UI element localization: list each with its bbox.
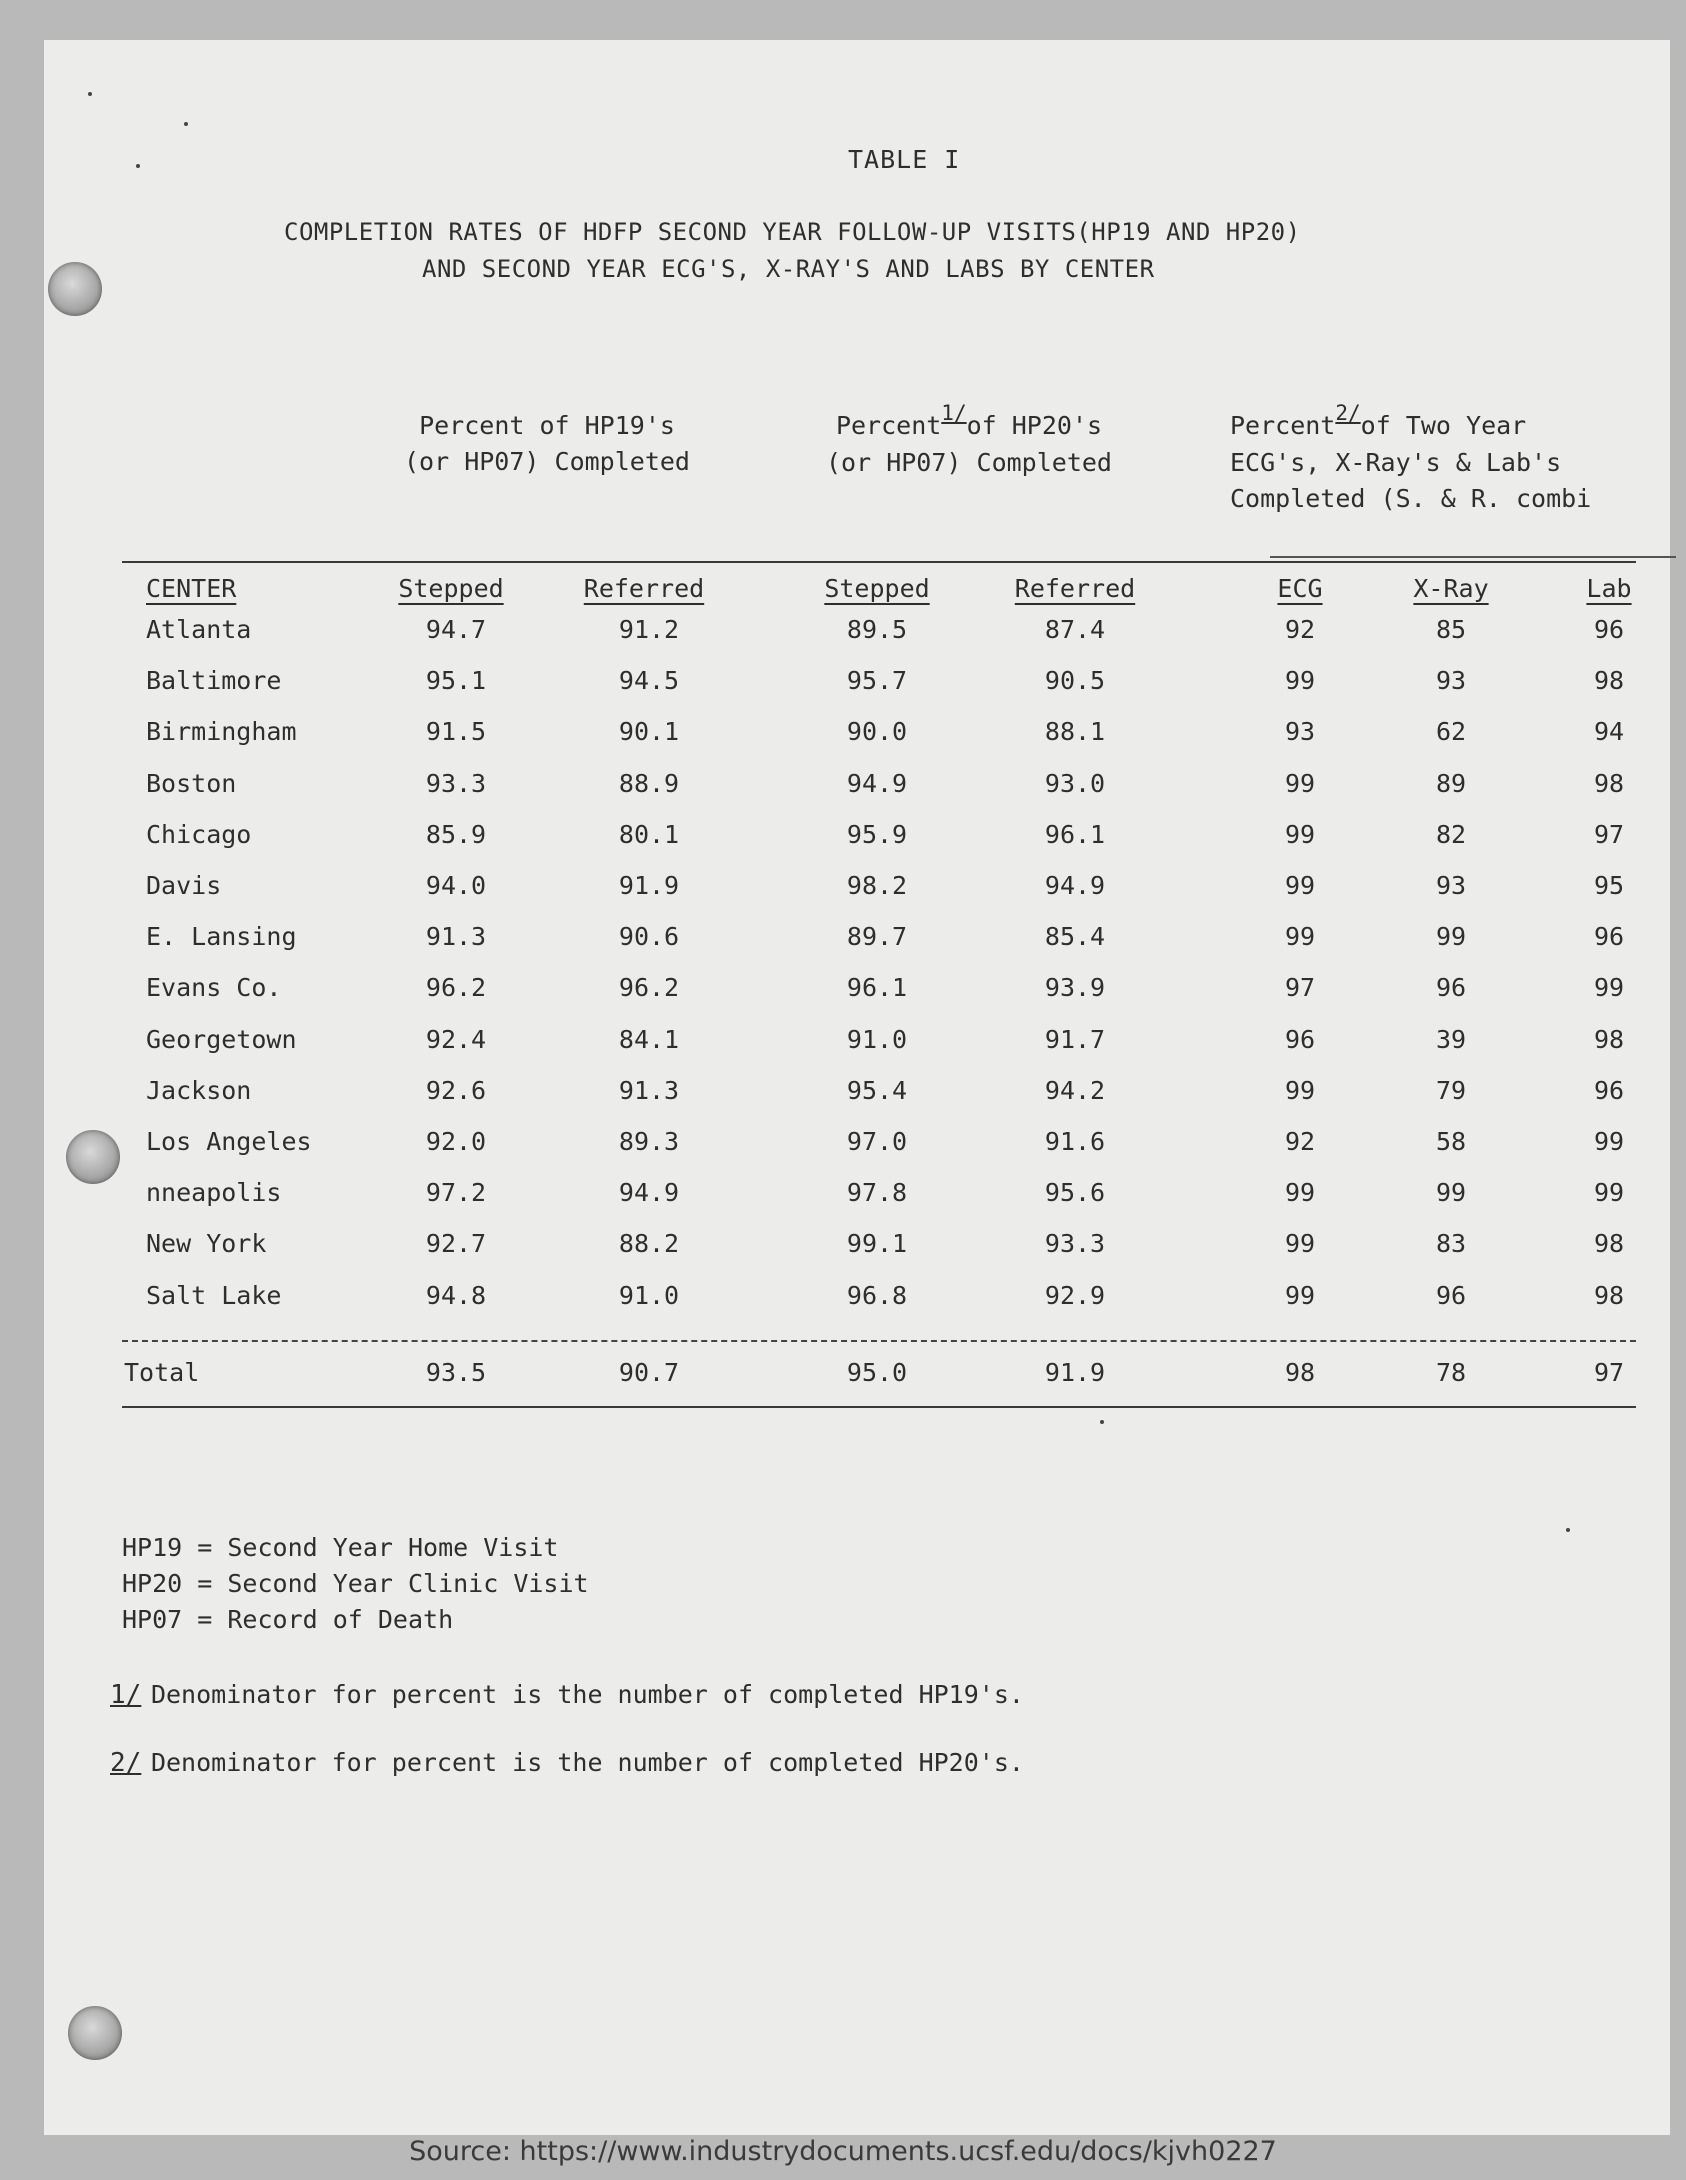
group-header-two-year-line3: Completed (S. & R. combi <box>1230 484 1592 513</box>
total-hp20-referred: 91.9 <box>1044 1358 1106 1387</box>
footnote-1 <box>110 1680 1024 1710</box>
cell-hp20-stepped: 98.2 <box>846 871 908 900</box>
cell-hp19-referred: 91.9 <box>618 871 680 900</box>
cell-hp20-stepped: 95.7 <box>846 666 908 696</box>
cell-lab: 98 <box>1593 1024 1625 1054</box>
footnote-ref-1: 1/ <box>941 401 967 425</box>
cell-ecg: 99 <box>1284 871 1316 900</box>
cell-hp20-stepped: 99.1 <box>846 1229 908 1259</box>
cell-center: Georgetown <box>146 1024 297 1054</box>
cell-hp20-stepped: 96.8 <box>846 1280 908 1310</box>
title-line-2: AND SECOND YEAR ECG'S, X-RAY'S AND LABS BY CENTER <box>422 255 1155 283</box>
cell-hp19-stepped: 95.1 <box>425 666 487 696</box>
cell-hp20-stepped: 94.9 <box>846 768 908 798</box>
cell-ecg: 99 <box>1284 666 1316 696</box>
cell-hp20-stepped: 91.0 <box>846 1024 908 1054</box>
cell-center: Atlanta <box>146 615 252 644</box>
cell-xray: 99 <box>1435 1178 1467 1208</box>
cell-ecg: 96 <box>1284 1024 1316 1054</box>
group-header-hp19 <box>362 408 732 480</box>
cell-hp19-stepped: 94.0 <box>425 871 487 900</box>
cell-lab: 94 <box>1593 717 1625 747</box>
cell-ecg: 92 <box>1284 615 1316 644</box>
group-header-hp20-line1 <box>784 401 1154 445</box>
cell-hp19-referred: 96.2 <box>618 973 680 1003</box>
cell-hp19-referred: 89.3 <box>618 1127 680 1156</box>
two-year-header-text-b: of Two Year <box>1360 411 1527 440</box>
cell-xray: 99 <box>1435 922 1467 952</box>
cell-hp20-stepped: 97.0 <box>846 1127 908 1156</box>
group-header-hp20-line2: (or HP07) Completed <box>826 448 1112 477</box>
cell-hp19-stepped: 92.0 <box>425 1127 487 1156</box>
table-bottom-rule <box>122 1406 1636 1408</box>
cell-xray: 96 <box>1435 1280 1467 1310</box>
document-page <box>44 40 1670 2135</box>
legend <box>122 1530 589 1638</box>
footnote-1-text: Denominator for percent is the number of completed HP19's. <box>150 1680 1024 1709</box>
paper-speck <box>136 164 140 168</box>
cell-hp19-referred: 84.1 <box>618 1024 680 1054</box>
column-header-hp20-stepped: Stepped <box>824 574 930 603</box>
cell-xray: 93 <box>1435 666 1467 696</box>
cell-hp20-stepped: 90.0 <box>846 717 908 747</box>
cell-hp20-stepped: 95.9 <box>846 819 908 849</box>
legend-item: HP07 = Record of Death <box>122 1605 454 1634</box>
cell-hp19-stepped: 96.2 <box>425 973 487 1003</box>
punch-hole-middle <box>66 1130 120 1184</box>
table-label: TABLE I <box>848 145 961 174</box>
cell-center: Birmingham <box>146 717 297 747</box>
cell-center: Boston <box>146 768 237 798</box>
cell-hp19-stepped: 92.6 <box>425 1075 487 1105</box>
cell-xray: 39 <box>1435 1024 1467 1054</box>
cell-hp19-stepped: 94.7 <box>425 615 487 644</box>
footnote-ref-2: 2/ <box>1335 401 1361 425</box>
cell-lab: 96 <box>1593 922 1625 952</box>
legend-item: HP19 = Second Year Home Visit <box>122 1533 559 1562</box>
header-top-rule <box>122 561 1636 563</box>
hp20-header-text-b: of HP20's <box>966 411 1103 440</box>
hp20-header-text-a: Percent <box>835 411 942 440</box>
cell-hp20-stepped: 89.5 <box>846 615 908 644</box>
cell-center: Salt Lake <box>146 1280 282 1310</box>
cell-lab: 99 <box>1593 1127 1625 1156</box>
cell-hp19-referred: 91.2 <box>618 615 680 644</box>
cell-center: Baltimore <box>146 666 282 696</box>
cell-hp19-stepped: 97.2 <box>425 1178 487 1208</box>
cell-hp19-stepped: 92.7 <box>425 1229 487 1259</box>
cell-lab: 98 <box>1593 1229 1625 1259</box>
cell-lab: 99 <box>1593 1178 1625 1208</box>
cell-lab: 98 <box>1593 1280 1625 1310</box>
cell-ecg: 99 <box>1284 1075 1316 1105</box>
total-hp20-stepped: 95.0 <box>846 1358 908 1387</box>
cell-hp20-referred: 95.6 <box>1044 1178 1106 1208</box>
footnote-1-mark: 1/ <box>110 1680 142 1710</box>
cell-hp19-stepped: 91.3 <box>425 922 487 952</box>
group-header-hp20 <box>784 401 1154 481</box>
cell-hp19-stepped: 85.9 <box>425 819 487 849</box>
cell-hp20-referred: 93.3 <box>1044 1229 1106 1259</box>
cell-hp20-referred: 88.1 <box>1044 717 1106 747</box>
cell-lab: 98 <box>1593 768 1625 798</box>
cell-lab: 96 <box>1593 615 1625 644</box>
cell-xray: 62 <box>1435 717 1467 747</box>
cell-ecg: 99 <box>1284 1229 1316 1259</box>
cell-center: Chicago <box>146 819 252 849</box>
cell-center: Davis <box>146 871 222 900</box>
total-hp19-referred: 90.7 <box>618 1358 680 1387</box>
cell-hp20-referred: 91.6 <box>1044 1127 1106 1156</box>
cell-center: Los Angeles <box>146 1127 312 1156</box>
column-header-hp19-referred: Referred <box>583 574 705 603</box>
cell-hp19-stepped: 93.3 <box>425 768 487 798</box>
cell-lab: 98 <box>1593 666 1625 696</box>
cell-center: nneapolis <box>146 1178 282 1208</box>
cell-hp20-stepped: 96.1 <box>846 973 908 1003</box>
cell-hp20-stepped: 89.7 <box>846 922 908 952</box>
total-hp19-stepped: 93.5 <box>425 1358 487 1387</box>
cell-ecg: 92 <box>1284 1127 1316 1156</box>
total-ecg: 98 <box>1284 1358 1316 1387</box>
column-header-lab: Lab <box>1586 574 1632 603</box>
cell-xray: 82 <box>1435 819 1467 849</box>
cell-hp20-referred: 90.5 <box>1044 666 1106 696</box>
total-xray: 78 <box>1435 1358 1467 1387</box>
cell-hp19-referred: 90.6 <box>618 922 680 952</box>
group-header-hp19-line1: Percent of HP19's <box>419 411 675 440</box>
paper-speck <box>184 122 188 126</box>
cell-hp20-referred: 92.9 <box>1044 1280 1106 1310</box>
group-header-two-year-line2: ECG's, X-Ray's & Lab's <box>1230 448 1562 477</box>
cell-xray: 85 <box>1435 615 1467 644</box>
cell-ecg: 99 <box>1284 819 1316 849</box>
cell-hp19-stepped: 92.4 <box>425 1024 487 1054</box>
group-header-two-year-line1 <box>1230 401 1670 445</box>
cell-hp19-stepped: 91.5 <box>425 717 487 747</box>
cell-lab: 97 <box>1593 819 1625 849</box>
cell-hp20-referred: 93.9 <box>1044 973 1106 1003</box>
cell-lab: 95 <box>1593 871 1625 900</box>
two-year-header-rule <box>1270 556 1676 558</box>
paper-speck <box>1100 1420 1104 1424</box>
cell-xray: 83 <box>1435 1229 1467 1259</box>
group-header-hp19-line2: (or HP07) Completed <box>404 447 690 476</box>
cell-center: New York <box>146 1229 267 1259</box>
total-separator-rule <box>122 1340 1636 1342</box>
cell-ecg: 99 <box>1284 1280 1316 1310</box>
group-header-two-year <box>1230 401 1670 517</box>
cell-hp20-referred: 94.9 <box>1044 871 1106 900</box>
cell-xray: 96 <box>1435 973 1467 1003</box>
cell-hp19-referred: 88.9 <box>618 768 680 798</box>
cell-hp19-stepped: 94.8 <box>425 1280 487 1310</box>
source-caption: Source: https://www.industrydocuments.ucsf.edu/docs/kjvh0227 <box>409 2136 1277 2167</box>
cell-xray: 89 <box>1435 768 1467 798</box>
cell-xray: 79 <box>1435 1075 1467 1105</box>
title-line-1: COMPLETION RATES OF HDFP SECOND YEAR FOLLOW-UP VISITS(HP19 AND HP20) <box>284 218 1301 246</box>
cell-hp20-referred: 94.2 <box>1044 1075 1106 1105</box>
cell-hp20-referred: 96.1 <box>1044 819 1106 849</box>
cell-hp19-referred: 91.3 <box>618 1075 680 1105</box>
cell-center: Evans Co. <box>146 973 282 1003</box>
cell-hp19-referred: 94.5 <box>618 666 680 696</box>
cell-xray: 58 <box>1435 1127 1467 1156</box>
cell-hp20-referred: 91.7 <box>1044 1024 1106 1054</box>
footnote-2 <box>110 1748 1024 1778</box>
cell-hp19-referred: 88.2 <box>618 1229 680 1259</box>
punch-hole-top <box>48 262 102 316</box>
cell-ecg: 93 <box>1284 717 1316 747</box>
cell-ecg: 97 <box>1284 973 1316 1003</box>
cell-hp19-referred: 80.1 <box>618 819 680 849</box>
paper-speck <box>88 92 92 96</box>
column-header-ecg: ECG <box>1277 574 1323 603</box>
cell-hp19-referred: 94.9 <box>618 1178 680 1208</box>
column-header-xray: X-Ray <box>1413 574 1489 603</box>
cell-hp20-stepped: 97.8 <box>846 1178 908 1208</box>
cell-ecg: 99 <box>1284 1178 1316 1208</box>
cell-lab: 99 <box>1593 973 1625 1003</box>
total-center: Total <box>124 1358 200 1387</box>
two-year-header-text-a: Percent <box>1230 411 1336 440</box>
cell-ecg: 99 <box>1284 768 1316 798</box>
column-header-hp20-referred: Referred <box>1014 574 1136 603</box>
footnote-2-mark: 2/ <box>110 1748 142 1778</box>
cell-hp20-referred: 93.0 <box>1044 768 1106 798</box>
cell-center: Jackson <box>146 1075 252 1105</box>
legend-item: HP20 = Second Year Clinic Visit <box>122 1569 589 1598</box>
cell-xray: 93 <box>1435 871 1467 900</box>
footnote-2-text: Denominator for percent is the number of completed HP20's. <box>150 1748 1024 1777</box>
punch-hole-bottom <box>68 2006 122 2060</box>
cell-hp19-referred: 90.1 <box>618 717 680 747</box>
column-header-hp19-stepped: Stepped <box>398 574 504 603</box>
cell-center: E. Lansing <box>146 922 297 952</box>
column-header-center: CENTER <box>146 574 237 603</box>
cell-ecg: 99 <box>1284 922 1316 952</box>
total-lab: 97 <box>1593 1358 1625 1387</box>
cell-hp20-stepped: 95.4 <box>846 1075 908 1105</box>
cell-hp20-referred: 87.4 <box>1044 615 1106 644</box>
paper-speck <box>1566 1528 1570 1532</box>
cell-lab: 96 <box>1593 1075 1625 1105</box>
cell-hp19-referred: 91.0 <box>618 1280 680 1310</box>
cell-hp20-referred: 85.4 <box>1044 922 1106 952</box>
